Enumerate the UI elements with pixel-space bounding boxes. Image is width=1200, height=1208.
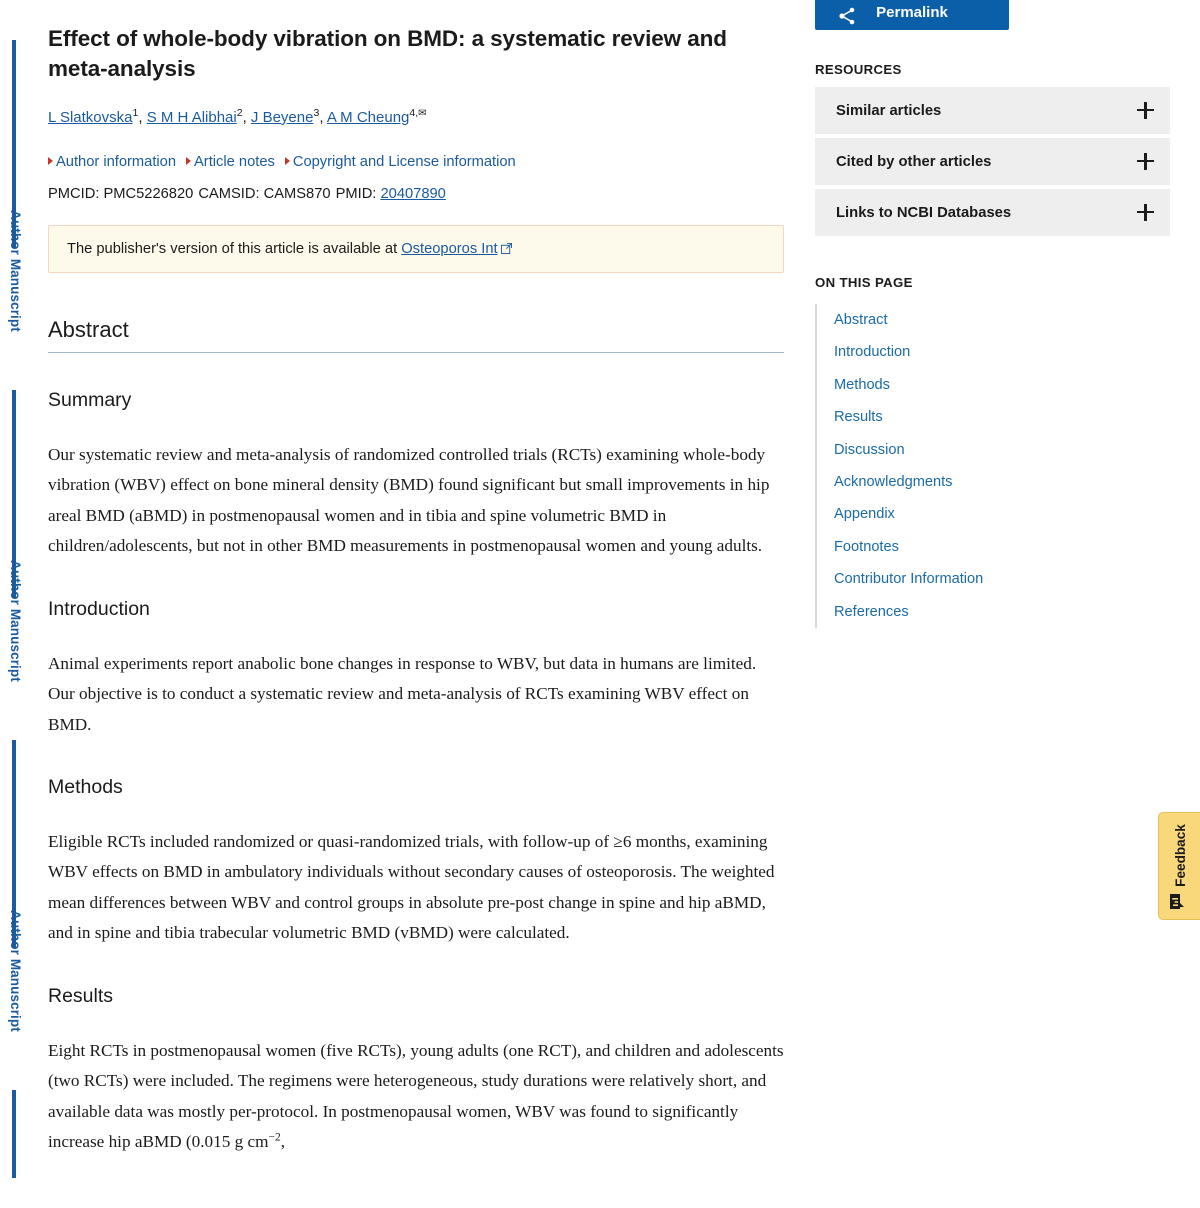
accordion-label: Similar articles [836,102,942,119]
author-affiliation-marker: 3 [313,106,320,119]
author-list: L Slatkovska$^1$, S M H Alibhai$^2$, J Beyene$^3$, A M Cheung$^{4,✉}$ [48,106,427,126]
watermark-label: Author Manuscript [8,910,23,1032]
camsid-label: CAMSID: [198,185,260,202]
feedback-tab[interactable] [1158,812,1200,920]
toc-item-acknowledgments[interactable]: Acknowledgments [834,473,953,490]
summary-paragraph: Our systematic review and meta-analysis of randomized controlled trials (RCTs) examining whole-body vibration (WBV) effect on bone mineral density (BMD) found significant but small improvements in hip areal BMD (aBMD) in postmenopausal women and in tibia and spine volumetric BMD in children/adolescents, but not in other BMD measurements in postmenopausal women and young adults. [48,444,770,556]
accordion-cited-by-other-articles[interactable] [815,138,1170,185]
permalink-label: Permalink [876,4,948,21]
watermark-rule [12,390,16,478]
author-affiliation-marker: 2 [236,106,243,119]
publisher-link[interactable]: Osteoporos Int [401,240,498,257]
accordion-label: Links to NCBI Databases [836,204,1012,221]
accordion-similar-articles[interactable] [815,87,1170,134]
on-this-page-heading: ON THIS PAGE [815,275,913,290]
plus-icon[interactable] [1137,204,1154,221]
author-affiliation-marker: 4,✉ [409,106,427,119]
toc-item-introduction[interactable]: Introduction [834,344,911,361]
page-title: Effect of whole-body vibration on BMD: a systematic review and meta-analysis [48,26,727,81]
accordion-label: Cited by other articles [836,153,992,170]
pmid-link[interactable]: 20407890 [380,185,446,202]
toc-item-footnotes[interactable]: Footnotes [834,538,899,555]
publisher-version-notice [48,225,784,273]
watermark-rule [12,1090,16,1178]
caret-right-icon [186,157,191,165]
introduction-paragraph: Animal experiments report anabolic bone changes in response to WBV, but data in humans are limited. Our objective is to conduct a systematic review and meta-analysis of RCTs examining WBV effect on BMD. [48,653,757,734]
feedback-icon [1169,893,1191,910]
plus-icon[interactable] [1137,153,1154,170]
article-meta-links [48,152,784,173]
toc-item-references[interactable]: References [834,603,909,620]
on-this-page-nav [815,304,1170,628]
feedback-tab-inner [1163,813,1197,921]
resources-accordion [815,87,1170,236]
plus-icon[interactable] [1137,102,1154,119]
abstract-heading: Abstract [48,317,784,353]
article-content [48,0,784,1157]
watermark-rule [12,740,16,828]
author-affiliation-marker: 1 [132,106,139,119]
pmcid-value: PMC5226820 [103,185,194,202]
toc-item-results[interactable]: Results [834,409,883,426]
methods-heading: Methods [48,775,123,798]
resources-heading: RESOURCES [815,62,902,77]
results-heading: Results [48,984,114,1007]
pmcid-label: PMCID: [48,185,100,202]
feedback-label: Feedback [1172,824,1188,887]
accordion-links-to-ncbi-databases[interactable] [815,189,1170,236]
toc-item-discussion[interactable]: Discussion [834,441,905,458]
caret-right-icon [285,157,290,165]
article-notes-link[interactable]: Article notes [186,154,275,170]
pmid-label: PMID: [335,185,377,202]
introduction-heading: Introduction [48,597,150,620]
author-information-link[interactable]: Author information [48,154,176,170]
caret-right-icon [48,157,53,165]
summary-heading: Summary [48,388,132,411]
methods-paragraph: Eligible RCTs included randomized or quasi-randomized trials, with follow-up of ≥6 months, examining WBV effects on BMD in ambulatory individuals without secondary causes of osteoporosis. The weighted mean differences between WBV and control groups in absolute pre-post change in spine and hip aBMD, and in spine and tibia trabecular volumetric BMD (vBMD) were calculated. [48,831,775,943]
results-paragraph: Eight RCTs in postmenopausal women (five RCTs), young adults (one RCT), and children and adolescents (two RCTs) were included. The regimens were heterogeneous, study durations were relatively short, and available data was mostly per-protocol. In postmenopausal women, WBV was found to significantly increase hip aBMD (0.015 g $cm^{-2}$, [48,1040,784,1152]
author-link[interactable]: J Beyene [250,108,314,126]
article-identifiers [48,186,784,202]
sidebar [815,0,1170,628]
author-link[interactable]: S M H Alibhai [146,108,237,126]
toc-item-contributor-information[interactable]: Contributor Information [834,571,984,588]
author-manuscript-watermark [0,0,30,1208]
author-link[interactable]: L Slatkovska [48,108,133,126]
camsid-value: CAMS870 [263,185,331,202]
watermark-rule [12,40,16,128]
external-link-icon [501,243,512,254]
envelope-icon: ✉ [418,107,427,119]
toc-item-methods[interactable]: Methods [834,376,890,393]
watermark-label: Author Manuscript [8,210,23,332]
permalink-button[interactable] [815,0,1009,30]
toc-item-abstract[interactable]: Abstract [834,312,888,328]
watermark-label: Author Manuscript [8,560,23,682]
author-link[interactable]: A M Cheung [326,108,410,126]
copyright-license-link[interactable]: Copyright and License information [285,154,516,170]
notice-text: The publisher's version of this article is available at [67,240,402,257]
toc-item-appendix[interactable]: Appendix [834,506,895,523]
